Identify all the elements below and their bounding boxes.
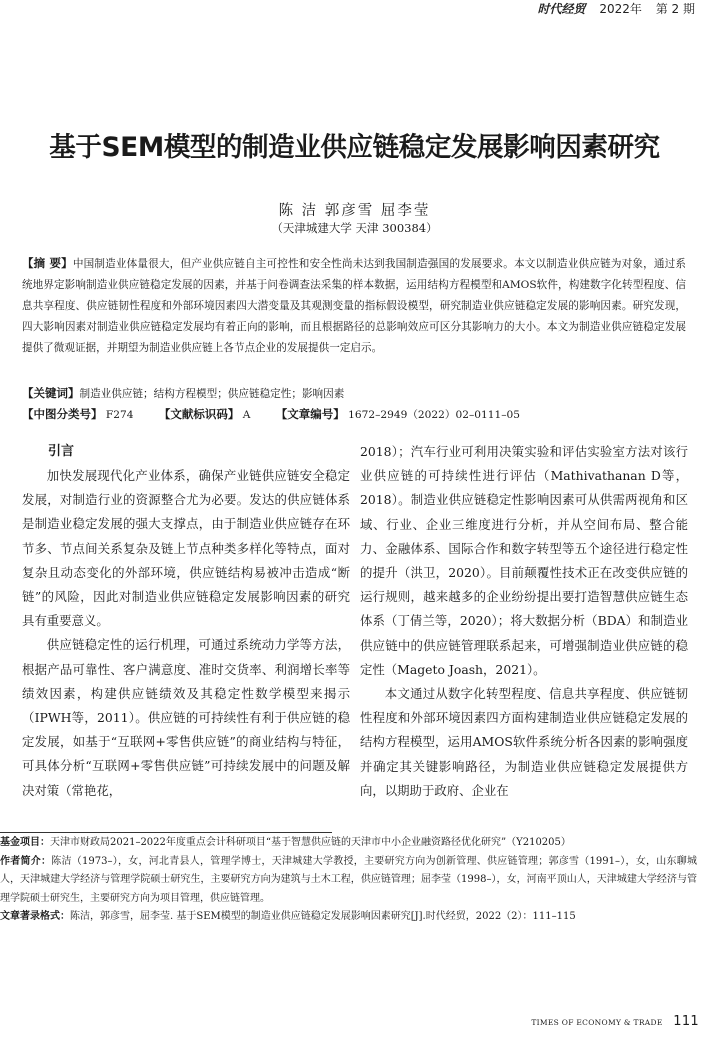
abstract — [22, 253, 686, 359]
page-number: 111 — [673, 1014, 699, 1029]
citation-text: 陈洁，郭彦雪，屈李莹. 基于SEM模型的制造业供应链稳定发展影响因素研究[J].时代经贸，2022（2）：111–115 — [70, 911, 576, 922]
article-number-label: 【文章编号】 — [275, 407, 345, 421]
paragraph: 2018）；汽车行业可利用决策实验和评估实验室方法对该行业供应链的可持续性进行评估（Mathivathanan D等，2018）。制造业供应链稳定性影响因素可从供需两视角和区域、行业、企业三维度进行分析，并从空间布局、整合能力、金融体系、国际合作和数字转型等五个途径进行稳定性的提升（洪卫，2020）。目前颠覆性技术正在改变供应链的运行规则，越来越多的企业纷纷提出要打造智慧供应链生态体系（丁倩兰等，2020）；将大数据分析（BDA）和制造业供应链中的供应链管理联系起来，可增强制造业供应链的稳定性（Mageto Joash，2021）。 — [360, 444, 688, 677]
article-authors: 陈 洁 郭彦雪 屈李莹 — [278, 203, 431, 219]
clc-label: 【中图分类号】 — [22, 407, 103, 421]
author-bio-label: 作者简介： — [0, 855, 52, 867]
author-bio — [0, 853, 697, 909]
article-title: 基于SEM模型的制造业供应链稳定发展影响因素研究 — [49, 132, 660, 163]
paragraph: 供应链稳定性的运行机理，可通过系统动力学等方法，根据产品可靠性、客户满意度、准时交货率、利润增长率等绩效因素，构建供应链绩效及其稳定性数学模型来揭示（IPWH等，2011）。供应链的可持续性有利于供应链的稳定发展，如基于“互联网+零售供应链”的商业结构与特征，可具体分析“互联网+零售供应链”可持续发展中的问题及解决对策（常艳花， — [22, 637, 350, 798]
fund-text: 天津市财政局2021–2022年度重点会计科研项目“基于智慧供应链的天津市中小企业融资路径优化研究”（Y210205） — [50, 837, 571, 848]
body-column-right — [360, 440, 688, 803]
author-bio-text: 陈洁（1973–），女，河北青县人，管理学博士，天津城建大学教授，主要研究方向为创新管理、供应链管理；郭彦雪（1991–），女，山东聊城人，天津城建大学经济与管理学院硕士研究生，主要研究方向为建筑与土木工程，供应链管理；屈李莹（1998–），女，河南平顶山人，天津城建大学经济与管理学院硕士研究生，主要研究方向为项目管理，供应链管理。 — [0, 855, 697, 904]
author-affiliation: （天津城建大学 天津 300384） — [271, 221, 438, 235]
paragraph: 加快发展现代化产业体系，确保产业链供应链安全稳定发展，对制造行业的资源整合尤为必要。发达的供应链体系是制造业稳定发展的强大支撑点，由于制造业供应链存在环节多、节点间关系复杂及链上节点种类多样化等特点，面对复杂且动态变化的外部环境，供应链结构易被冲击造成“断链”的风险，因此对制造业供应链稳定发展影响因素的研究具有重要意义。 — [22, 468, 350, 629]
doc-code: A — [242, 409, 251, 421]
citation-label: 文章著录格式： — [0, 911, 70, 922]
running-header — [538, 0, 695, 17]
issue-year: 2022年 — [599, 2, 642, 16]
keywords-label: 【关键词】 — [22, 386, 80, 400]
issue-number: 第 2 期 — [655, 2, 695, 16]
footnote-divider — [0, 832, 332, 833]
doc-code-label: 【文献标识码】 — [158, 407, 240, 421]
clc-code: F274 — [105, 409, 134, 421]
page-footer — [531, 1014, 699, 1029]
body-column-left — [22, 440, 350, 803]
article-number: 1672–2949（2022）02–0111–05 — [348, 409, 520, 421]
classification-line — [22, 406, 686, 422]
abstract-text: 中国制造业体量很大，但产业供应链自主可控性和安全性尚未达到我国制造强国的发展要求。本文以制造业供应链为对象，通过系统地界定影响制造业供应链稳定发展的因素，并基于问卷调查法采集的样本数据，运用结构方程模型和AMOS软件，构建数字化转型程度、信息共享程度、供应链韧性程度和外部环境因素四大潜变量及其观测变量的指标假设模型，研究制造业供应链稳定发展的影响因素。研究发现，四大影响因素对制造业供应链稳定发展均有着正向的影响，而且根据路径的总影响效应可区分其影响力的大小。本文为制造业供应链稳定发展提供了微观证据，并期望为制造业供应链上各节点企业的发展提供一定启示。 — [22, 258, 686, 354]
fund-label: 基金项目： — [0, 837, 50, 848]
footnote — [0, 834, 697, 927]
section-heading-intro: 引言 — [48, 444, 75, 459]
citation-format — [0, 908, 697, 927]
keywords-text: 制造业供应链；结构方程模型；供应链稳定性；影响因素 — [79, 388, 345, 400]
abstract-label: 【摘 要】 — [22, 256, 73, 270]
paragraph: 本文通过从数字化转型程度、信息共享程度、供应链韧性程度和外部环境因素四方面构建制造业供应链稳定发展的结构方程模型，运用AMOS软件系统分析各因素的影响强度并确定其关键影响路径，为制造业供应链稳定发展提供方向，以期助于政府、企业在 — [360, 686, 688, 798]
keywords — [22, 385, 686, 401]
fund-note — [0, 834, 697, 853]
journal-english-name: TIMES OF ECONOMY & TRADE — [531, 1018, 663, 1027]
journal-name: 时代经贸 — [537, 2, 586, 16]
